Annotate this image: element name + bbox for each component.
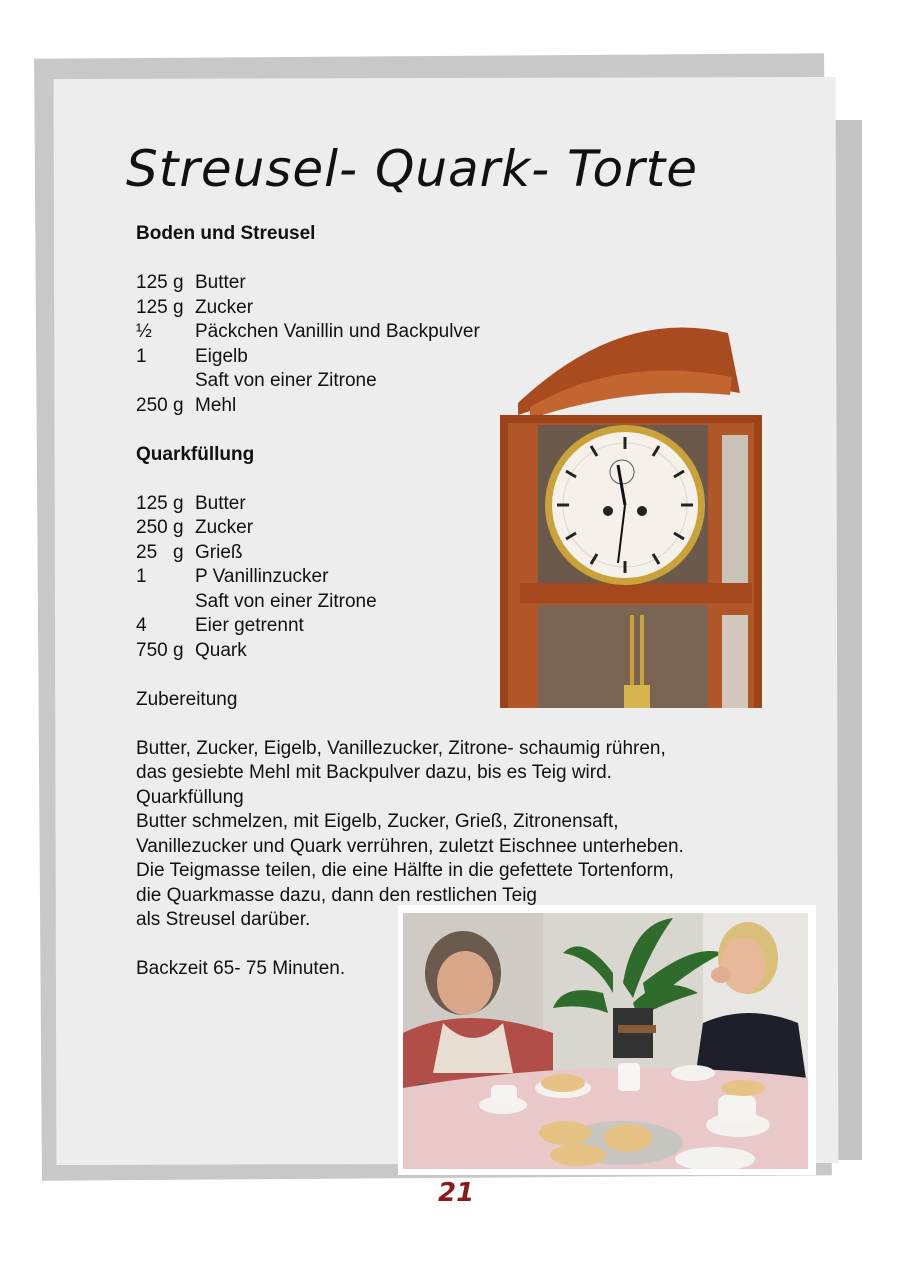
section-heading-base: Boden und Streusel xyxy=(136,223,316,244)
ingredient-qty: 125 g xyxy=(136,492,184,514)
recipe-title: Streusel- Quark- Torte xyxy=(126,140,698,198)
ingredient-qty xyxy=(136,590,195,615)
ingredient-qty: 125 g xyxy=(136,296,184,318)
ingredient-qty: 125 g xyxy=(136,272,184,293)
ingredient-qty: 1 xyxy=(136,566,147,587)
preparation-line: Quarkfüllung xyxy=(136,786,244,808)
section-heading-preparation: Zubereitung xyxy=(136,688,238,710)
preparation-line: Vanillezucker und Quark verrühren, zuletzt Eischnee unterheben. xyxy=(136,835,684,857)
ingredient-row xyxy=(136,271,776,296)
preparation-line: Die Teigmasse teilen, die eine Hälfte in die gefettete Tortenform, xyxy=(136,860,674,881)
ingredient-item: Saft von einer Zitrone xyxy=(195,590,377,612)
ingredient-item: Butter xyxy=(195,492,246,514)
ingredient-item: Zucker xyxy=(195,517,254,538)
ingredient-item: P Vanillinzucker xyxy=(195,566,329,587)
preparation-line: das gesiebte Mehl mit Backpulver dazu, bis es Teig wird. xyxy=(136,762,612,783)
family-coffee-image xyxy=(403,913,808,1169)
ingredient-item: Saft von einer Zitrone xyxy=(195,370,377,391)
ingredient-qty: 250 g xyxy=(136,394,184,416)
ingredient-item: Quark xyxy=(195,639,247,661)
preparation-line: Butter, Zucker, Eigelb, Vanillezucker, Zitrone- schaumig rühren, xyxy=(136,737,666,759)
preparation-line: die Quarkmasse dazu, dann den restlichen Teig xyxy=(136,884,538,906)
ingredient-item: Päckchen Vanillin und Backpulver xyxy=(195,321,480,342)
ingredient-qty: ½ xyxy=(136,321,152,342)
ingredient-item: Eigelb xyxy=(195,345,248,367)
ingredient-item: Zucker xyxy=(195,296,254,318)
bake-time: Backzeit 65- 75 Minuten. xyxy=(136,958,346,979)
preparation-line: als Streusel darüber. xyxy=(136,909,311,930)
table-photo xyxy=(398,905,816,1175)
ingredient-item: Eier getrennt xyxy=(195,615,304,636)
preparation-text xyxy=(136,737,776,933)
ingredient-qty: 25 g xyxy=(136,541,184,563)
ingredient-item: Butter xyxy=(195,272,246,293)
page-number: 21 xyxy=(438,1178,475,1208)
preparation-line: Butter schmelzen, mit Eigelb, Zucker, Grieß, Zitronensaft, xyxy=(136,811,619,832)
clock-photo xyxy=(490,315,770,708)
ingredient-qty: 750 g xyxy=(136,639,184,661)
pendulum-clock-image xyxy=(490,315,770,708)
ingredient-qty: 1 xyxy=(136,345,147,367)
ingredient-item: Mehl xyxy=(195,394,237,416)
ingredient-qty xyxy=(136,369,195,394)
ingredient-qty: 4 xyxy=(136,615,147,636)
section-heading-filling: Quarkfüllung xyxy=(136,443,255,465)
ingredient-item: Grieß xyxy=(195,541,243,563)
ingredient-qty: 250 g xyxy=(136,517,184,538)
